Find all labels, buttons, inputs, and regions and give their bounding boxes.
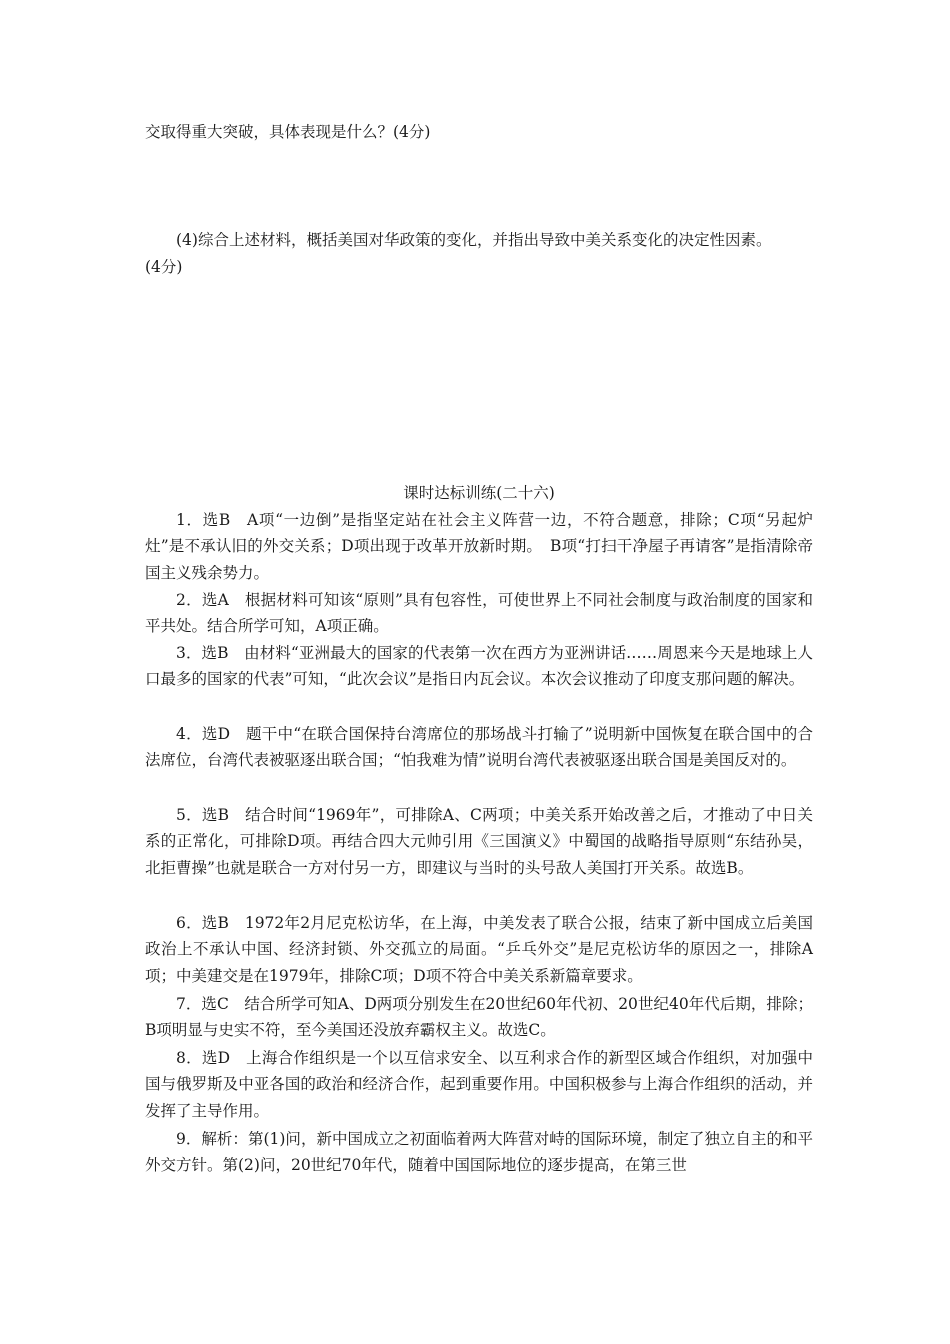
question-4-line-2: (4分) xyxy=(145,258,183,276)
answer-2: 2．选A 根据材料可知该“原则”具有包容性，可使世界上不同社会制度与政治制度的国家和平共处。结合所学可知，A项正确。 xyxy=(145,591,813,636)
answer-7: 7．选C 结合所学可知A、D两项分别发生在20世纪60年代初、20世纪40年代后期，排除；B项明显与史实不符，至今美国还没放弃霸权主义。故选C。 xyxy=(145,995,813,1040)
answer-1: 1．选B A项“一边倒”是指坚定站在社会主义阵营一边，不符合题意，排除；C项“另起炉灶”是不承认旧的外交关系；D项出现于改革开放新时期。 B项“打扫干净屋子再请客”是指清除帝国主义残余势力。 xyxy=(145,511,813,582)
question-3-tail: 交取得重大突破，具体表现是什么？(4分) xyxy=(145,123,431,141)
answers-title: 课时达标训练(二十六) xyxy=(403,484,555,502)
answer-9: 9．解析：第(1)问，新中国成立之初面临着两大阵营对峙的国际环境，制定了独立自主的和平外交方针。第(2)问，20世纪70年代，随着中国国际地位的逐步提高，在第三世 xyxy=(145,1130,813,1175)
question-4-line-1: (4)综合上述材料，概括美国对华政策的变化，并指出导致中美关系变化的决定性因素。 xyxy=(176,231,772,249)
answer-3: 3．选B 由材料“亚洲最大的国家的代表第一次在西方为亚洲讲话……周恩来今天是地球上人口最多的国家的代表”可知，“此次会议”是指日内瓦会议。本次会议推动了印度支那问题的解决。 xyxy=(145,644,813,689)
answer-6: 6．选B 1972年2月尼克松访华，在上海，中美发表了联合公报，结束了新中国成立后美国政治上不承认中国、经济封锁、外交孤立的局面。“乒乓外交”是尼克松访华的原因之一，排除A项；中美建交是在1979年，排除C项；D项不符合中美关系新篇章要求。 xyxy=(145,914,813,985)
answer-4: 4．选D 题干中“在联合国保持台湾席位的那场战斗打输了”说明新中国恢复在联合国中的合法席位，台湾代表被驱逐出联合国；“怕我难为情”说明台湾代表被驱逐出联合国是美国反对的。 xyxy=(145,725,813,770)
answer-5: 5．选B 结合时间“1969年”，可排除A、C两项；中美关系开始改善之后，才推动了中日关系的正常化，可排除D项。再结合四大元帅引用《三国演义》中蜀国的战略指导原则“东结孙吴，北拒曹操”也就是联合一方对付另一方，即建议与当时的头号敌人美国打开关系。故选B。 xyxy=(145,806,813,877)
answer-8: 8．选D 上海合作组织是一个以互信求安全、以互利求合作的新型区域合作组织，对加强中国与俄罗斯及中亚各国的政治和经济合作，起到重要作用。中国积极参与上海合作组织的活动，并发挥了主导作用。 xyxy=(145,1049,813,1120)
